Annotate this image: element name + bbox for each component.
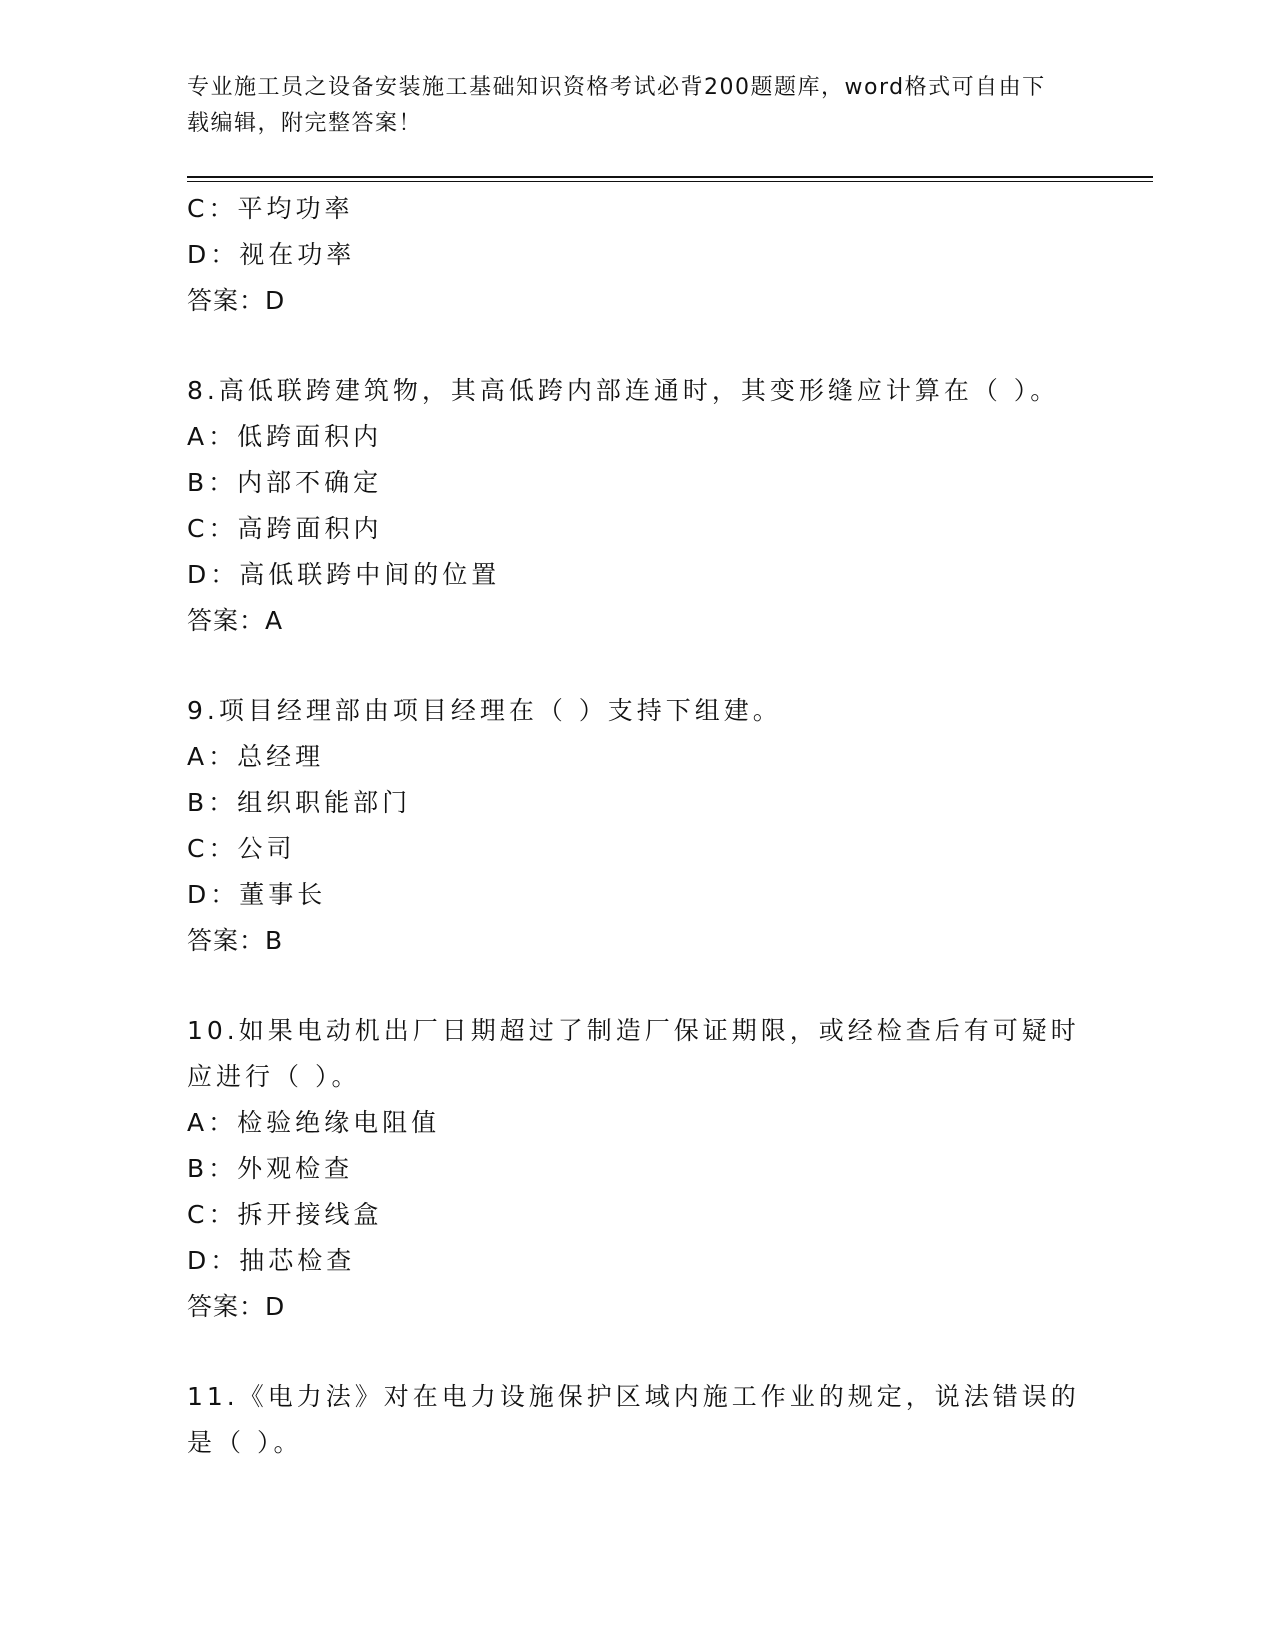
option-a: A：总经理 <box>187 742 325 771</box>
question-stem-line1: 10.如果电动机出厂日期超过了制造厂保证期限，或经检查后有可疑时 <box>187 1016 1080 1045</box>
answer-line: 答案：B <box>187 926 284 955</box>
option-c: C：平均功率 <box>187 194 354 223</box>
header-rule-thin <box>187 181 1153 182</box>
spacer <box>187 964 1087 1008</box>
option-d: D：董事长 <box>187 880 327 909</box>
spacer <box>187 324 1087 368</box>
question-stem: 8.高低联跨建筑物，其高低跨内部连通时，其变形缝应计算在（ ）。 <box>187 376 1060 405</box>
answer-line: 答案：A <box>187 606 284 635</box>
question-stem-line2: 是（ ）。 <box>187 1428 303 1457</box>
spacer <box>187 1330 1087 1374</box>
spacer <box>187 644 1087 688</box>
question-stem-line2: 应进行（ ）。 <box>187 1062 361 1091</box>
option-c: C：高跨面积内 <box>187 514 383 543</box>
answer-line: 答案：D <box>187 1292 286 1321</box>
option-b: B：内部不确定 <box>187 468 383 497</box>
question-stem: 9.项目经理部由项目经理在（ ）支持下组建。 <box>187 696 782 725</box>
option-a: A：检验绝缘电阻值 <box>187 1108 441 1137</box>
option-d: D：视在功率 <box>187 240 356 269</box>
option-b: B：外观检查 <box>187 1154 354 1183</box>
option-a: A：低跨面积内 <box>187 422 383 451</box>
question-stem-line1: 11.《电力法》对在电力设施保护区域内施工作业的规定，说法错误的 <box>187 1382 1080 1411</box>
question-content <box>187 186 1087 1466</box>
document-header: 专业施工员之设备安装施工基础知识资格考试必背200题题库，word格式可自由下载编辑，附完整答案！ <box>187 75 1046 136</box>
option-c: C：拆开接线盒 <box>187 1200 383 1229</box>
option-b: B：组织职能部门 <box>187 788 412 817</box>
option-d: D：抽芯检查 <box>187 1246 356 1275</box>
option-d: D：高低联跨中间的位置 <box>187 560 501 589</box>
header-rule-thick <box>187 176 1153 178</box>
option-c: C：公司 <box>187 834 296 863</box>
answer-line: 答案：D <box>187 286 286 315</box>
